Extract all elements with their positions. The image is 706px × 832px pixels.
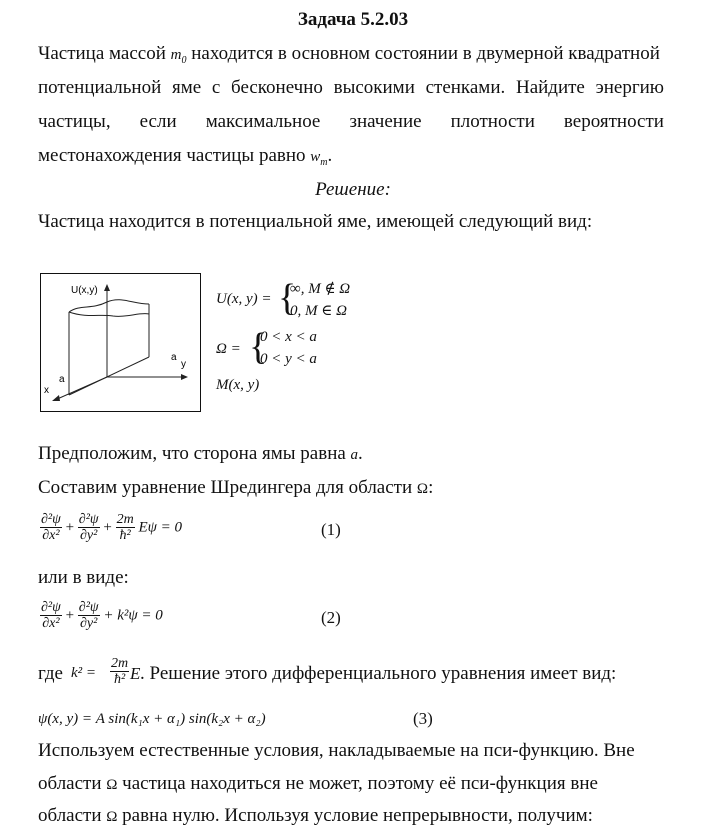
label-a: a xyxy=(59,374,65,385)
omega-symbol: Ω xyxy=(106,809,118,825)
side-var: a xyxy=(350,447,359,463)
schrodinger-intro: Составим уравнение Шредингера для области Ω: xyxy=(38,477,434,498)
problem-text: местонахождения частицы равно xyxy=(38,145,306,166)
omega-symbol: Ω xyxy=(106,777,118,793)
word: значение xyxy=(349,111,422,132)
mass-symbol: $m_0$ xyxy=(170,47,187,66)
problem-text: находится в основном состоянии в двумерной квадратной xyxy=(191,43,660,64)
alt-form-label: или в виде: xyxy=(38,567,129,588)
solution-heading: Решение: xyxy=(315,179,391,200)
conditions-line-2: области Ω частица находиться не может, поэтому её пси-функция вне xyxy=(38,773,598,794)
point-m: M(x, y) xyxy=(216,377,260,393)
word: частицы, xyxy=(38,111,111,132)
word: вероятности xyxy=(563,111,664,132)
equation-1: $\frac{\text{∂²ψ}}{\text{∂x²}}$ + $\frac{\text{∂²ψ}}{\text{∂y²}}$ + $\frac{2m}{\text{ħ²}}$ Eψ = 0 xyxy=(41,512,183,543)
ylabel-text: U(x,y) xyxy=(71,285,98,296)
equation-3-number: (3) xyxy=(413,709,433,728)
potential-well-figure xyxy=(40,273,201,412)
equation-2: $\frac{\text{∂²ψ}}{\text{∂x²}}$ + $\frac{\text{∂²ψ}}{\text{∂y²}}$ + k²ψ = 0 xyxy=(41,600,163,631)
wm-symbol: $w_m$ xyxy=(310,149,328,168)
equation-2-number: (2) xyxy=(321,608,341,627)
problem-text: Частица массой xyxy=(38,43,166,64)
assumption-text: Предположим, что сторона ямы равна xyxy=(38,443,346,464)
conditions-line-3: области Ω равна нулю. Используя условие непрерывности, получим: xyxy=(38,805,593,826)
problem-line-3 xyxy=(38,112,664,131)
word: плотности xyxy=(450,111,535,132)
assumption-line: Предположим, что сторона ямы равна a. xyxy=(38,443,363,464)
problem-line-2: потенциальной яме с бесконечно высокими стенками. Найдите энергию xyxy=(38,77,664,98)
page-title: Задача 5.2.03 xyxy=(297,9,409,30)
problem-line-1 xyxy=(38,44,660,66)
label-y: y xyxy=(181,359,186,370)
word: максимальное xyxy=(205,111,321,132)
problem-line-4: местонахождения частицы равно $w_m$. xyxy=(38,145,333,168)
equation-1-number: (1) xyxy=(321,520,341,539)
well-diagram xyxy=(41,274,199,410)
solution-intro: Частица находится в потенциальной яме, имеющей следующий вид: xyxy=(38,211,593,232)
word: если xyxy=(139,111,177,132)
label-a: a xyxy=(171,352,177,363)
schrodinger-text: Составим уравнение Шредингера для области xyxy=(38,477,413,498)
label-x: x xyxy=(44,385,49,396)
omega-symbol: Ω xyxy=(416,481,429,497)
equation-3: ψ(x, y) = A sin(k₁x + α₁) sin(k₂x + α₂) xyxy=(38,711,266,727)
conditions-line-1: Используем естественные условия, накладываемые на пси-функцию. Вне xyxy=(38,740,635,761)
